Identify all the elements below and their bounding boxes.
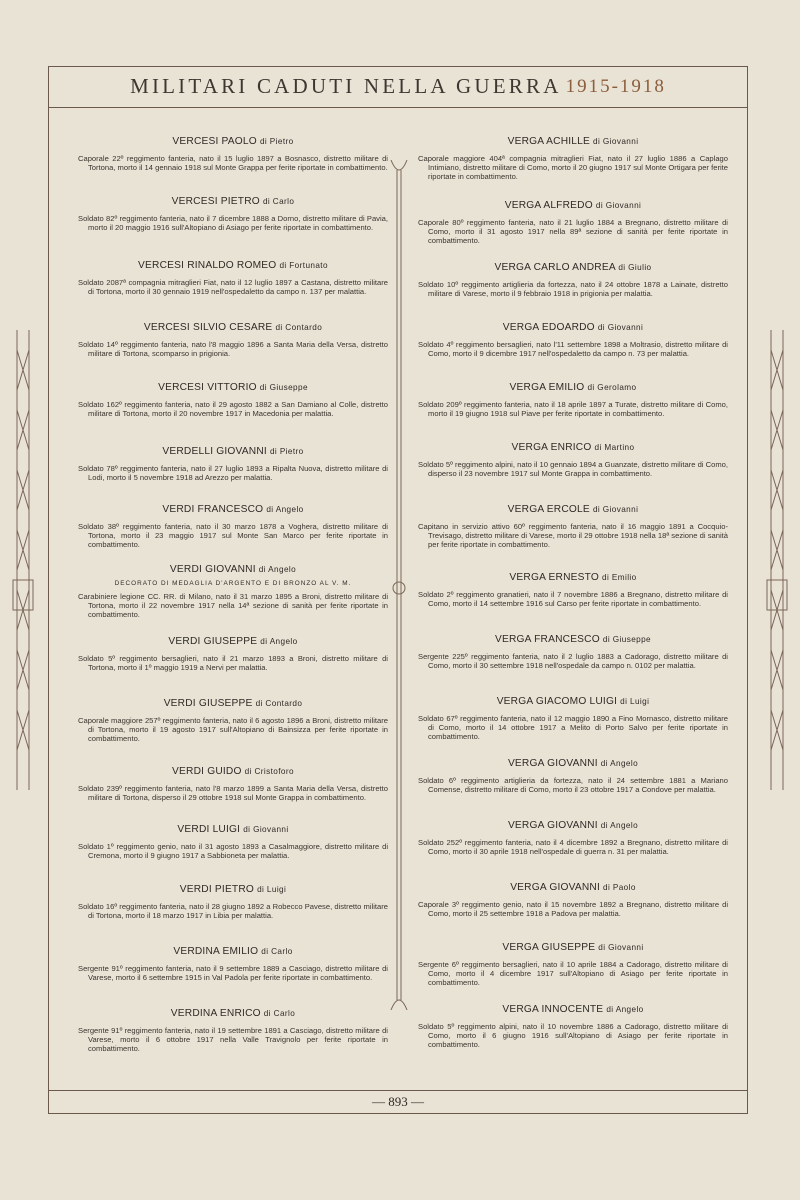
decoration-note: DECORATO DI MEDAGLIA D'ARGENTO E DI BRONZO AL V. M. bbox=[114, 580, 352, 587]
soldier-name: VERGA CARLO ANDREA di Giulio bbox=[494, 262, 652, 273]
soldier-record: Soldato 67º reggimento fanteria, nato il 12 maggio 1890 a Fino Mornasco, distretto militare di Como, morto il 14 ottobre 1917 a Melito di Porto Salvo per ferite riportate in combattimento. bbox=[418, 714, 728, 741]
soldier-name: VERCESI PAOLO di Pietro bbox=[172, 136, 294, 147]
soldier-record: Caporale 22º reggimento fanteria, nato il 15 luglio 1897 a Bosnasco, distretto militare di Tortona, morto il 14 gennaio 1918 sul Monte Grappa per ferite riportate in combattimento. bbox=[78, 154, 388, 172]
soldier-record: Soldato 162º reggimento fanteria, nato il 29 agosto 1882 a San Damiano al Colle, distretto militare di Tortona, morto il 20 novembre 1917 in Macedonia per malattia. bbox=[78, 400, 388, 418]
soldier-record: Soldato 5º reggimento alpini, nato il 10 gennaio 1894 a Guanzate, distretto militare di Como, disperso il 23 novembre 1917 sul Monte Grappa in combattimento. bbox=[418, 460, 728, 478]
soldier-record: Capitano in servizio attivo 60º reggimento fanteria, nato il 16 maggio 1891 a Cocquio-Trevisago, distretto militare di Varese, morto il 29 ottobre 1918 nella 18ª sezione di sanità per ferite riportate in combattimento. bbox=[418, 522, 728, 549]
left-column-ornament-icon bbox=[12, 330, 34, 790]
list-item bbox=[78, 1008, 388, 1053]
soldier-record: Caporale 80º reggimento fanteria, nato il 21 luglio 1884 a Bregnano, distretto militare di Como, morto il 31 agosto 1917 nella 89ª sezione di sanità per ferite riportate in combattimento. bbox=[418, 218, 728, 245]
list-item bbox=[418, 696, 728, 741]
soldier-name: VERDI GIUSEPPE di Contardo bbox=[163, 698, 303, 709]
soldier-name: VERDELLI GIOVANNI di Pietro bbox=[162, 446, 304, 457]
list-item bbox=[418, 136, 728, 181]
list-item bbox=[418, 382, 728, 418]
page-header bbox=[48, 66, 748, 108]
soldier-record: Soldato 239º reggimento fanteria, nato l'8 marzo 1899 a Santa Maria della Versa, distretto militare di Tortona, disperso il 29 ottobre 1918 sul Monte Grappa in combattimento. bbox=[78, 784, 388, 802]
list-item bbox=[78, 946, 388, 982]
soldier-name: VERDI PIETRO di Luigi bbox=[179, 884, 287, 895]
list-item bbox=[418, 200, 728, 245]
soldier-record: Soldato 1º reggimento genio, nato il 31 agosto 1893 a Casalmaggiore, distretto militare di Cremona, morto il 9 giugno 1917 a Sabbioneta per malattia. bbox=[78, 842, 388, 860]
soldier-record: Caporale 3º reggimento genio, nato il 15 novembre 1892 a Bregnano, distretto militare di Como, morto il 25 settembre 1918 a Padova per malattia. bbox=[418, 900, 728, 918]
soldier-name: VERDI GIOVANNI di Angelo bbox=[169, 564, 297, 575]
soldier-record: Soldato 2º reggimento granatieri, nato il 7 novembre 1886 a Bregnano, distretto militare di Como, morto il 14 settembre 1916 sul Carso per ferite riportate in combattimento. bbox=[418, 590, 728, 608]
soldier-name: VERGA GIACOMO LUIGI di Luigi bbox=[496, 696, 650, 707]
list-item bbox=[418, 882, 728, 918]
soldier-name: VERGA EDOARDO di Giovanni bbox=[502, 322, 644, 333]
list-item bbox=[78, 824, 388, 860]
soldier-name: VERGA ALFREDO di Giovanni bbox=[504, 200, 642, 211]
soldier-name: VERGA ERNESTO di Emilio bbox=[509, 572, 637, 583]
soldier-record: Soldato 38º reggimento fanteria, nato il 30 marzo 1878 a Voghera, distretto militare di Tortona, morto il 23 maggio 1917 sul Monte San Marco per ferite riportate in combattimento. bbox=[78, 522, 388, 549]
soldier-record: Soldato 5º reggimento bersaglieri, nato il 21 marzo 1893 a Broni, distretto militare di Tortona, morto il 1º maggio 1919 a Nervi per malattia. bbox=[78, 654, 388, 672]
soldier-name: VERGA ERCOLE di Giovanni bbox=[507, 504, 639, 515]
list-item bbox=[78, 446, 388, 482]
soldier-record: Soldato 16º reggimento fanteria, nato il 28 giugno 1892 a Robecco Pavese, distretto militare di Tortona, morto il 18 marzo 1917 in Libia per malattia. bbox=[78, 902, 388, 920]
soldier-record: Sergente 91º reggimento fanteria, nato il 9 settembre 1889 a Casciago, distretto militare di Varese, morto il 6 settembre 1915 in Val Padola per ferite riportate in combattimento. bbox=[78, 964, 388, 982]
soldier-name: VERGA GIUSEPPE di Giovanni bbox=[502, 942, 644, 953]
list-item bbox=[418, 1004, 728, 1049]
column-divider-ornament-icon bbox=[389, 160, 409, 1010]
soldier-record: Sergente 91º reggimento fanteria, nato il 19 settembre 1891 a Casciago, distretto militare di Varese, morto il 6 ottobre 1917 nella Valle Travignolo per ferite riportate in combattimento. bbox=[78, 1026, 388, 1053]
list-item bbox=[418, 504, 728, 549]
soldier-record: Soldato 209º reggimento fanteria, nato il 18 aprile 1897 a Turate, distretto militare di Como, morto il 19 giugno 1918 sul Piave per ferite riportate in combattimento. bbox=[418, 400, 728, 418]
list-item bbox=[78, 636, 388, 672]
soldier-name: VERDI LUIGI di Giovanni bbox=[177, 824, 289, 835]
soldier-name: VERGA ENRICO di Martino bbox=[511, 442, 635, 453]
list-item bbox=[78, 322, 388, 358]
soldier-record: Soldato 2087ª compagnia mitraglieri Fiat, nato il 12 luglio 1897 a Castana, distretto militare di Tortona, morto il 30 gennaio 1919 nell'ospedaletto da campo n. 137 per malattia. bbox=[78, 278, 388, 296]
soldier-record: Sergente 6º reggimento bersaglieri, nato il 10 aprile 1884 a Cadorago, distretto militare di Como, morto il 4 dicembre 1917 sull'Altopiano di Asiago per ferite riportate in combattimento. bbox=[418, 960, 728, 987]
soldier-name: VERDI GUIDO di Cristoforo bbox=[172, 766, 294, 777]
list-item bbox=[418, 322, 728, 358]
soldier-name: VERCESI VITTORIO di Giuseppe bbox=[158, 382, 308, 393]
soldier-record: Caporale maggiore 257º reggimento fanteria, nato il 6 agosto 1896 a Broni, distretto militare di Tortona, morto il 19 agosto 1917 sull'Altopiano di Bainsizza per ferite riportate in combattimento. bbox=[78, 716, 388, 743]
list-item bbox=[418, 634, 728, 670]
soldier-name: VERGA ACHILLE di Giovanni bbox=[507, 136, 639, 147]
list-item bbox=[78, 564, 388, 619]
soldier-record: Soldato 10º reggimento artiglieria da fortezza, nato il 24 ottobre 1878 a Lainate, distretto militare di Varese, morto il 9 febbraio 1918 in prigionia per malattia. bbox=[418, 280, 728, 298]
list-item bbox=[78, 382, 388, 418]
soldier-record: Soldato 5º reggimento alpini, nato il 10 novembre 1886 a Cadorago, distretto militare di Como, morto il 6 giugno 1916 sull'Altopiano di Asiago per ferite riportate in combattimento. bbox=[418, 1022, 728, 1049]
footer-rule bbox=[48, 1090, 748, 1091]
soldier-record: Soldato 14º reggimento fanteria, nato l'8 maggio 1896 a Santa Maria della Versa, distretto militare di Tortona, scomparso in prigionia. bbox=[78, 340, 388, 358]
soldier-record: Soldato 4º reggimento bersaglieri, nato l'11 settembre 1898 a Moltrasio, distretto militare di Como, morto il 9 dicembre 1917 nell'ospedaletto da campo n. 73 per malattia. bbox=[418, 340, 728, 358]
list-item bbox=[78, 196, 388, 232]
soldier-record: Carabiniere legione CC. RR. di Milano, nato il 31 marzo 1895 a Broni, distretto militare di Tortona, morto il 22 novembre 1917 nella 14ª sezione di sanità per ferite riportate in combattimento. bbox=[78, 592, 388, 619]
list-item bbox=[418, 942, 728, 987]
soldier-record: Soldato 252º reggimento fanteria, nato il 4 dicembre 1892 a Bregnano, distretto militare di Como, morto il 30 aprile 1918 nell'ospedale di guerra n. 31 per malattia. bbox=[418, 838, 728, 856]
soldier-name: VERDI GIUSEPPE di Angelo bbox=[168, 636, 298, 647]
soldier-name: VERCESI RINALDO ROMEO di Fortunato bbox=[138, 260, 328, 271]
soldier-record: Sergente 225º reggimento fanteria, nato il 2 luglio 1883 a Cadorago, distretto militare di Como, morto il 30 settembre 1918 nell'ospedale da campo n. 0102 per malattia. bbox=[418, 652, 728, 670]
soldier-name: VERDINA EMILIO di Carlo bbox=[173, 946, 293, 957]
list-item bbox=[78, 136, 388, 172]
list-item bbox=[78, 766, 388, 802]
soldier-name: VERGA GIOVANNI di Angelo bbox=[507, 758, 639, 769]
right-column-ornament-icon bbox=[766, 330, 788, 790]
list-item bbox=[418, 262, 728, 298]
soldier-name: VERGA GIOVANNI di Paolo bbox=[510, 882, 636, 893]
soldier-record: Caporale maggiore 404ª compagnia mitraglieri Fiat, nato il 27 luglio 1886 a Caplago Intimiano, distretto militare di Como, morto il 20 giugno 1917 sul Monte Ortigara per ferite riportate in combattimento. bbox=[418, 154, 728, 181]
soldier-name: VERGA GIOVANNI di Angelo bbox=[507, 820, 639, 831]
soldier-name: VERDINA ENRICO di Carlo bbox=[170, 1008, 296, 1019]
soldier-name: VERCESI PIETRO di Carlo bbox=[171, 196, 295, 207]
soldier-name: VERCESI SILVIO CESARE di Contardo bbox=[143, 322, 323, 333]
soldier-record: Soldato 78º reggimento fanteria, nato il 27 luglio 1893 a Ripalta Nuova, distretto militare di Lodi, morto il 5 novembre 1918 ad Arezzo per malattia. bbox=[78, 464, 388, 482]
list-item bbox=[78, 260, 388, 296]
page-footer bbox=[48, 1090, 748, 1114]
list-item bbox=[418, 442, 728, 478]
soldier-record: Soldato 82º reggimento fanteria, nato il 7 dicembre 1888 a Dorno, distretto militare di Pavia, morto il 20 maggio 1916 sull'Altopiano di Asiago per ferite riportate in combattimento. bbox=[78, 214, 388, 232]
soldier-name: VERGA INNOCENTE di Angelo bbox=[502, 1004, 644, 1015]
list-item bbox=[78, 698, 388, 743]
soldier-name: VERDI FRANCESCO di Angelo bbox=[162, 504, 304, 515]
soldier-record: Soldato 6º reggimento artiglieria da fortezza, nato il 24 settembre 1881 a Mariano Comense, distretto militare di Como, morto il 23 ottobre 1917 a Condove per malattia. bbox=[418, 776, 728, 794]
list-item bbox=[78, 884, 388, 920]
list-item bbox=[418, 758, 728, 794]
list-item bbox=[418, 820, 728, 856]
soldier-name: VERGA FRANCESCO di Giuseppe bbox=[494, 634, 652, 645]
page-title: MILITARI CADUTI NELLA GUERRA bbox=[130, 74, 562, 98]
list-item bbox=[418, 572, 728, 608]
list-item bbox=[78, 504, 388, 549]
page-number: — 893 — bbox=[372, 1094, 424, 1109]
soldier-name: VERGA EMILIO di Gerolamo bbox=[509, 382, 637, 393]
page-years: 1915-1918 bbox=[565, 75, 666, 97]
